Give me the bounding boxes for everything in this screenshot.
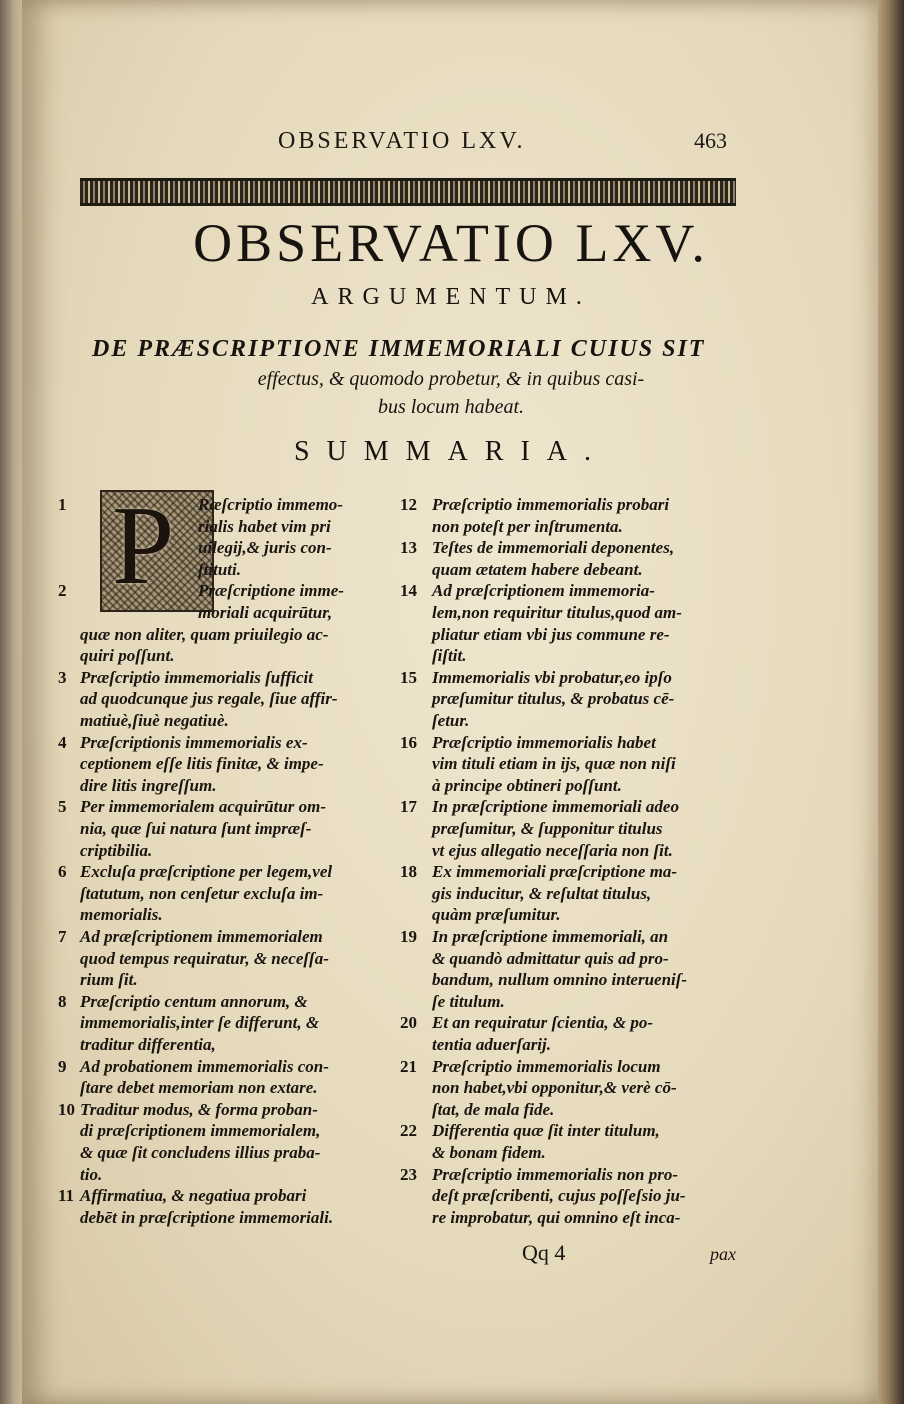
summary-line: Differentia quæ ſit inter titulum,	[432, 1121, 660, 1141]
summary-line: di præſcriptionem immemorialem,	[80, 1121, 321, 1141]
summary-line: quiri poſſunt.	[80, 646, 175, 666]
summary-line: non poteſt per inſtrumenta.	[432, 516, 623, 536]
summary-number: 13	[400, 538, 417, 558]
running-head: OBSERVATIO LXV.	[278, 128, 526, 154]
summary-line: ſe titulum.	[432, 991, 505, 1011]
summary-line: memorialis.	[80, 905, 163, 925]
summary-number: 17	[400, 797, 417, 817]
summary-line: rialis habet vim pri	[198, 516, 331, 536]
summary-number: 14	[400, 581, 417, 601]
summary-line: lem,non requiritur titulus,quod am-	[432, 603, 682, 622]
argumentum-line: DE PRÆSCRIPTIONE IMMEMORIALI CUIUS SIT	[92, 336, 706, 362]
summary-line: Ex immemoriali præſcriptione ma-	[432, 862, 678, 882]
chapter-title: OBSERVATIO LXV.	[193, 213, 709, 273]
summary-line: nia, quæ ſui natura ſunt impræſ-	[80, 819, 312, 838]
summary-number: 8	[58, 991, 67, 1011]
page-number: 463	[694, 128, 727, 153]
summary-line: re improbatur, qui omnino eſt inca-	[432, 1207, 681, 1227]
summary-line: quam ætatem habere debeant.	[432, 559, 643, 579]
summary-line: ſtat, de mala fide.	[432, 1099, 555, 1119]
signature-mark: Qq 4	[522, 1240, 566, 1265]
summary-line: præſumitur titulus, & probatus cē-	[432, 689, 675, 709]
summary-line: In præſcriptione immemoriali, an	[432, 927, 669, 946]
summary-number: 22	[400, 1121, 417, 1141]
summary-line: Ad probationem immemorialis con-	[80, 1056, 329, 1076]
argumentum-heading: ARGUMENTUM.	[311, 284, 591, 310]
summary-line: ceptionem eſſe litis finitæ, & impe-	[80, 754, 324, 774]
summary-line: uilegij,& juris con-	[198, 538, 332, 558]
summary-number: 23	[400, 1164, 417, 1184]
summary-line: immemorialis,inter ſe differunt, &	[80, 1013, 320, 1033]
summary-number: 2	[58, 581, 67, 601]
summary-number: 16	[400, 732, 417, 752]
summary-line: ad quodcunque jus regale, ſiue affir-	[80, 689, 338, 709]
summary-number: 10	[58, 1099, 75, 1119]
ornament-bar	[80, 178, 736, 206]
summary-line: bandum, nullum omnino interueniſ-	[432, 970, 688, 990]
summary-number: 9	[58, 1056, 67, 1076]
summary-line: Ad præſcriptionem immemorialem	[80, 927, 323, 946]
summary-line: & bonam fidem.	[432, 1143, 546, 1162]
summary-line: dire litis ingreſſum.	[80, 775, 217, 795]
initial-letter: P	[112, 484, 175, 608]
summary-line: Præſcriptionis immemorialis ex-	[80, 732, 308, 752]
summary-line: Præſcriptio immemorialis non pro-	[432, 1164, 679, 1184]
summary-line: Per immemorialem acquirūtur om-	[80, 797, 327, 817]
summary-number: 20	[400, 1013, 417, 1033]
summary-number: 1	[58, 495, 67, 514]
summary-number: 18	[400, 862, 417, 882]
book-page	[22, 0, 880, 1404]
summary-line: criptibilia.	[80, 840, 153, 860]
summary-number: 19	[400, 927, 417, 946]
summary-line: In præſcriptione immemoriali adeo	[432, 797, 679, 817]
summary-number: 12	[400, 495, 417, 514]
summary-line: non habet,vbi opponitur,& verè cō-	[432, 1078, 677, 1098]
summary-line: Præſcriptio immemorialis probari	[432, 495, 670, 514]
summary-line: tentia aduerſarij.	[432, 1035, 552, 1054]
summary-line: vt ejus allegatio neceſſaria non ſit.	[432, 840, 673, 860]
summary-line: ſiſtit.	[432, 646, 467, 666]
summary-line: Præſcriptio immemorialis locum	[432, 1056, 661, 1076]
summaria-heading: SUMMARIA.	[293, 436, 609, 467]
summary-line: deſt præſcribenti, cujus poſſeſsio ju-	[432, 1186, 686, 1206]
summary-line: Ad præſcriptionem immemoria-	[432, 581, 655, 601]
summary-line: ſtare debet memoriam non extare.	[80, 1078, 318, 1098]
summary-number: 11	[58, 1186, 75, 1206]
summary-line: ſetur.	[432, 711, 470, 730]
summary-line: & quandò admittatur quis ad pro-	[432, 948, 669, 968]
argumentum-line: bus locum habeat.	[377, 396, 525, 418]
summary-line: Affirmatiua, & negatiua probari	[80, 1186, 307, 1206]
summary-line: rium ſit.	[80, 970, 138, 990]
summary-line: quod tempus requiratur, & neceſſa-	[80, 948, 329, 968]
summary-line: Præſcriptio immemorialis habet	[432, 732, 656, 752]
summary-line: Traditur modus, & forma proban-	[80, 1099, 318, 1119]
summary-number: 3	[58, 667, 67, 687]
summary-line: ſtatutum, non cenſetur excluſa im-	[80, 883, 324, 903]
summary-line: pliatur etiam vbi jus commune re-	[432, 624, 670, 644]
summary-line: tio.	[80, 1164, 103, 1184]
summary-line: traditur differentia,	[80, 1035, 216, 1054]
summary-line: Præſcriptione imme-	[198, 581, 344, 601]
summary-line: gis inducitur, & reſultat titulus,	[432, 883, 652, 903]
summary-line: matiuè,ſiuè negatiuè.	[80, 711, 229, 730]
summary-line: præſumitur, & ſupponitur titulus	[432, 819, 663, 838]
summary-number: 7	[58, 927, 67, 946]
summary-line: Ræſcriptio immemo-	[198, 495, 343, 514]
summary-line: quàm præſumitur.	[432, 905, 561, 925]
right-page-edge	[878, 0, 904, 1404]
argumentum-line: effectus, & quomodo probetur, & in quibus casi-	[257, 368, 645, 390]
summary-number: 4	[58, 732, 67, 752]
summary-line: Præſcriptio centum annorum, &	[80, 991, 308, 1011]
summary-line: & quæ ſit concludens illius praba-	[80, 1143, 321, 1162]
summary-line: moriali acquirūtur,	[198, 603, 333, 622]
summary-line: quæ non aliter, quam priuilegio ac-	[80, 624, 329, 644]
summary-line: Teſtes de immemoriali deponentes,	[432, 538, 675, 558]
summary-number: 15	[400, 667, 417, 687]
summary-line: vim tituli etiam in ijs, quæ non niſi	[432, 754, 676, 774]
summary-line: Et an requiratur ſcientia, & po-	[432, 1013, 654, 1033]
summary-number: 5	[58, 797, 67, 817]
summary-line: Excluſa præſcriptione per legem,vel	[80, 862, 333, 882]
catchword: pax	[710, 1244, 736, 1264]
decorated-initial	[100, 484, 214, 612]
summary-line: ſtituti.	[198, 559, 241, 579]
summary-number: 6	[58, 862, 67, 882]
summary-line: Præſcriptio immemorialis ſufficit	[80, 667, 313, 687]
summary-line: Immemorialis vbi probatur,eo ipſo	[432, 667, 672, 687]
summary-line: debēt in præſcriptione immemoriali.	[80, 1207, 334, 1227]
summary-line: à principe obtineri poſſunt.	[432, 775, 622, 795]
summary-number: 21	[400, 1056, 417, 1076]
